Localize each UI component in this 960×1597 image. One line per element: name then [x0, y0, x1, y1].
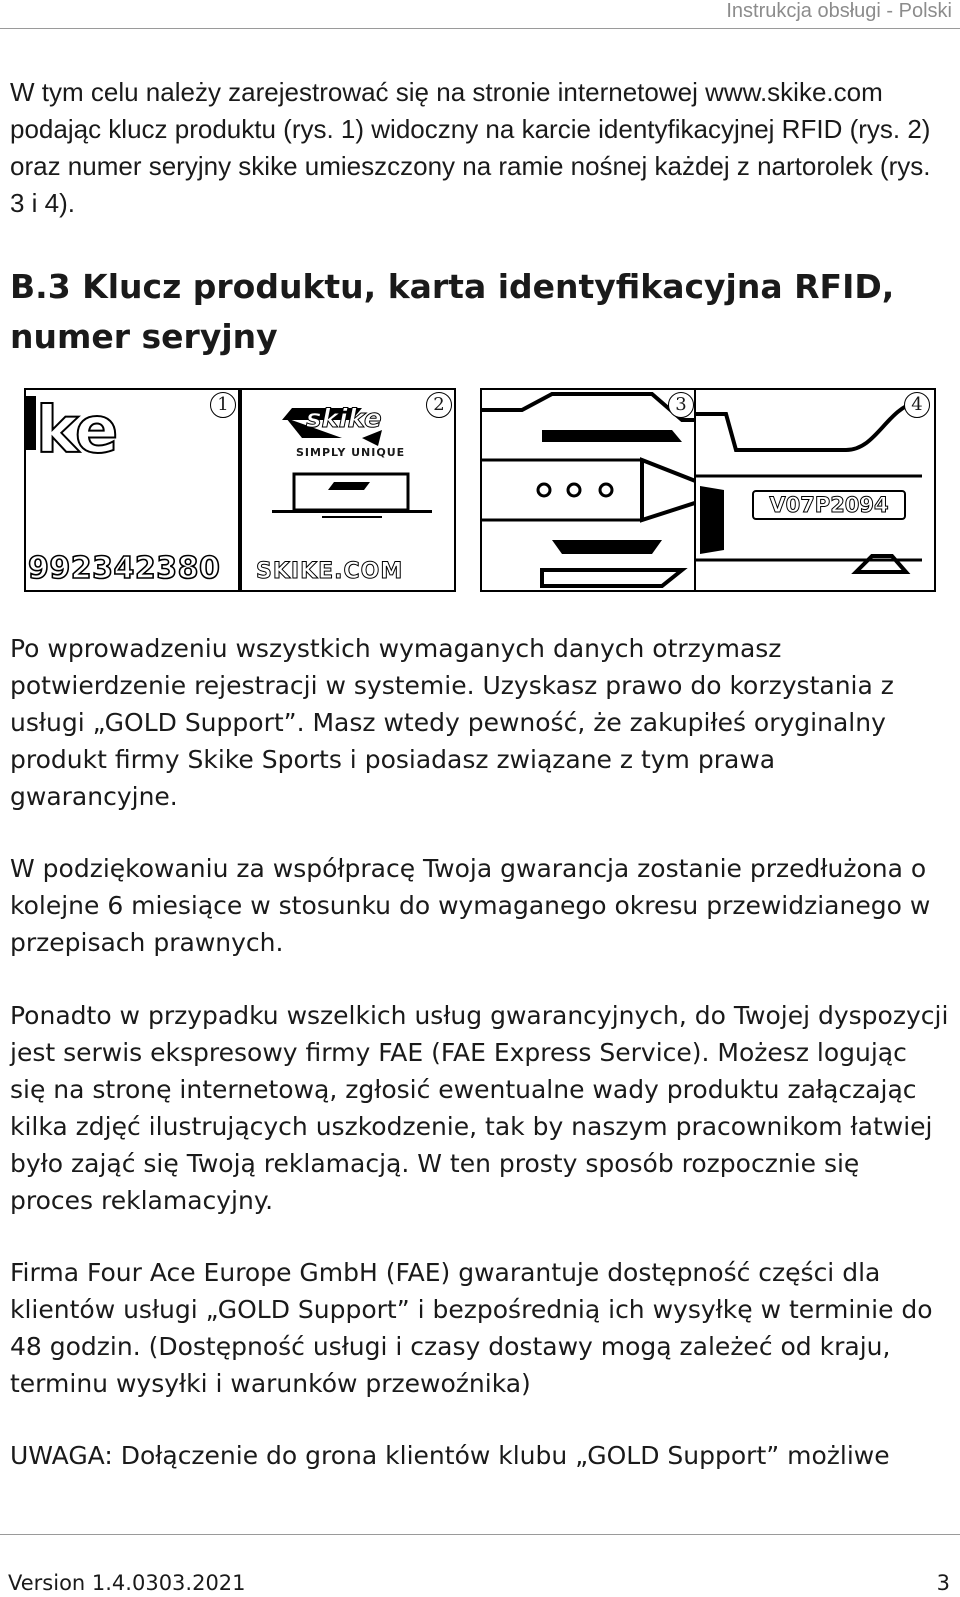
paragraph-warranty-extension: W podziękowaniu za współpracę Twoja gwarancja zostanie przedłużona o kolejne 6 miesiące w stosunku do wymaganego okresu przewidzianego w przepisach prawnych. [10, 854, 931, 957]
page-number: 3 [936, 1571, 950, 1595]
header-title: Instrukcja obsługi - Polski [726, 0, 952, 22]
figures-strip [24, 388, 936, 594]
figure-2-rfid-card [240, 388, 456, 592]
page-header [0, 0, 960, 29]
figure-number-4: 4 [904, 392, 930, 418]
brand-tagline: SIMPLY UNIQUE [296, 446, 406, 459]
paragraph-parts-availability: Firma Four Ace Europe GmbH (FAE) gwarantuje dostępność części dla klientów usługi „GOLD Support” i bezpośrednią ich wysyłkę w terminie do 48 godzin. (Dostępność usługi i czasy dostawy mogą zależeć od kraju, terminu wysyłki i warunków przewoźnika) [10, 1258, 933, 1398]
paragraph-note: UWAGA: Dołączenie do grona klientów klubu „GOLD Support” możliwe [10, 1441, 890, 1470]
partial-logo: ke [36, 394, 117, 468]
page-footer [0, 1534, 960, 1597]
figure-number-3: 3 [668, 392, 694, 418]
figure-4-serial-number [696, 388, 936, 592]
paragraph-express-service: Ponadto w przypadku wszelkich usług gwarancyjnych, do Twojej dyspozycji jest serwis ekspresowy firmy FAE (FAE Express Service). Możesz logując się na stronę internetową, zgłosić ewentualne wady produktu załączając kilka zdjęć ilustrujących uszkodzenie, tak by naszym pracownikom łatwiej było zająć się Twoją reklamacją. W ten prosty sposób rozpocznie się proces reklamacyjny. [10, 1001, 949, 1215]
frame-drawing [482, 390, 696, 592]
product-key: 992342380 [28, 551, 221, 586]
paragraph-registration-confirmation: Po wprowadzeniu wszystkich wymaganych danych otrzymasz potwierdzenie rejestracji w systemie. Uzyskasz prawo do korzystania z usługi „GOLD Support”. Masz wtedy pewność, że zakupiłeś oryginalny produkt firmy Skike Sports i posiadasz związane z tym prawa gwarancyjne. [10, 634, 894, 811]
section-heading: B.3 Klucz produktu, karta identyfikacyjna RFID, numer seryjny [10, 267, 895, 356]
intro-paragraph: W tym celu należy zarejestrować się na stronie internetowej www.skike.com podając klucz produktu (rys. 1) widoczny na karcie identyfikacyjnej RFID (rys. 2) oraz numer seryjny skike umieszczony na ramie nośnej każdej z nartorolek (rys. 3 i 4). [10, 77, 931, 218]
figure-3-frame-detail [480, 388, 696, 592]
serial-number-plate: V07P2094 [752, 490, 906, 520]
figure-number-2: 2 [426, 392, 452, 418]
figure-1-product-key [24, 388, 240, 592]
card-url: SKIKE.COM [256, 559, 404, 584]
document-version: Version 1.4.0303.2021 [8, 1571, 246, 1595]
figure-number-1: 1 [210, 392, 236, 418]
brand-logo: skike [306, 404, 382, 434]
